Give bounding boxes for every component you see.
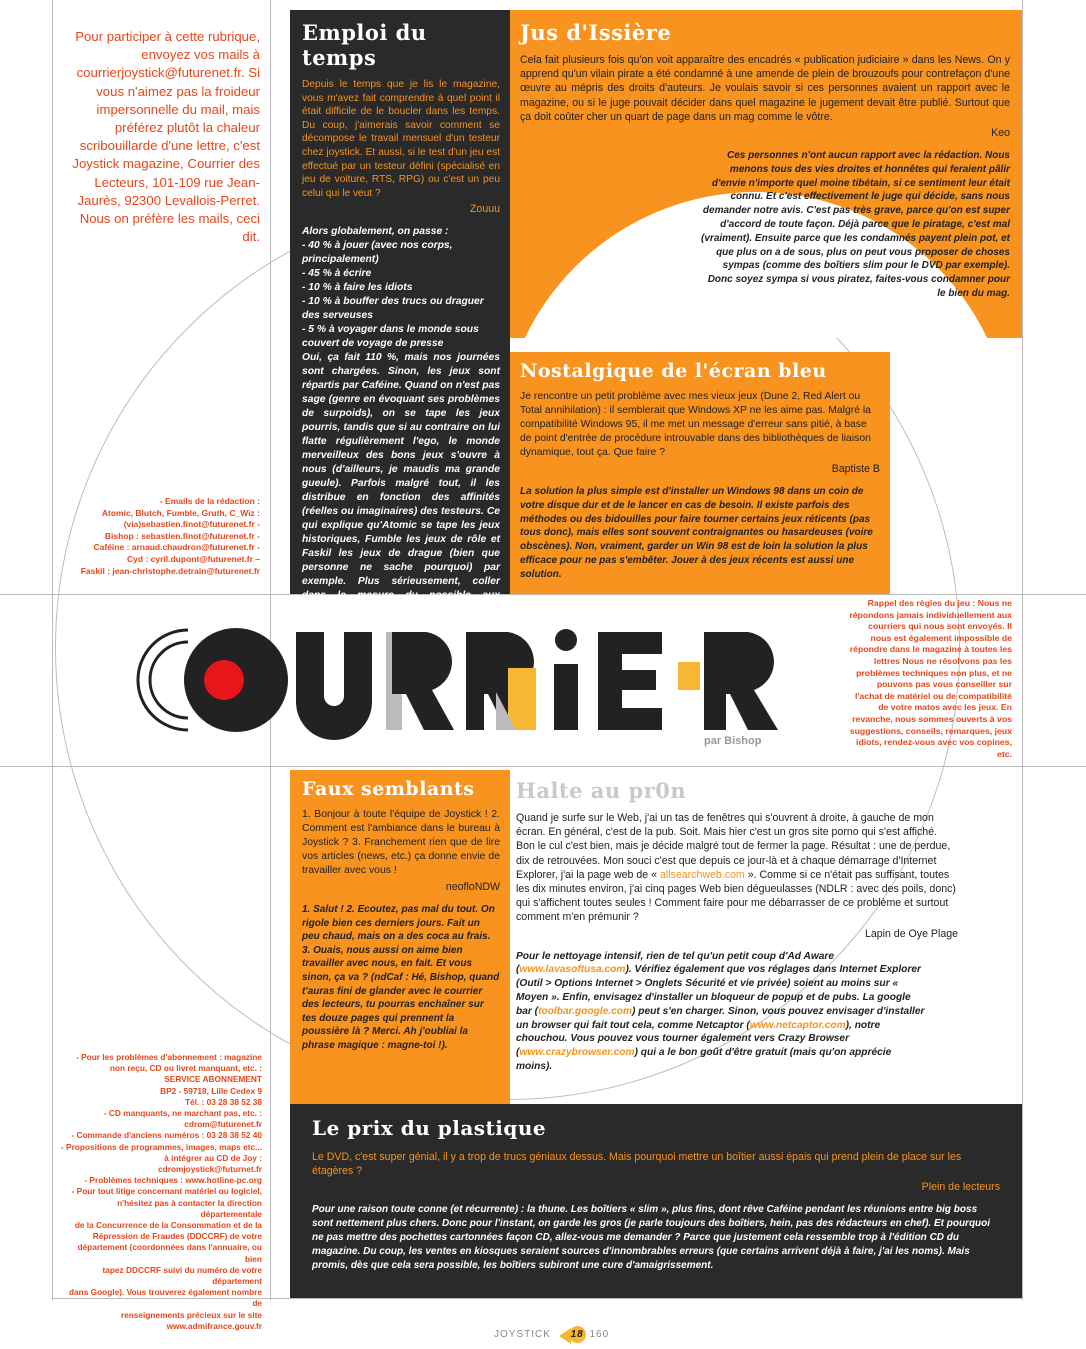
footer-issue: 160	[589, 1329, 610, 1341]
prix-question: Le DVD, c'est super génial, il y a trop de trucs géniaux dessus. Mais pourquoi mettre un boîtier aussi épais qui prend plein de place sur les étagères ?	[312, 1151, 962, 1178]
emails-line: Caféine : arnaud.chaudron@futurenet.fr -	[93, 542, 260, 553]
abonnement-line: de la Concurrence de la Consommation et de la	[74, 1220, 262, 1231]
lavasoft-link[interactable]: www.lavasoftusa.com	[519, 964, 626, 976]
emploi-section	[290, 10, 510, 630]
google-toolbar-link[interactable]: toolbar.google.com	[538, 1005, 633, 1017]
abonnement-line: - CD manquants, ne marchant pas, etc. :	[103, 1108, 262, 1119]
emails-line: (via)sebastien.finot@futurenet.fr -	[123, 519, 260, 530]
halte-answer	[516, 950, 956, 1074]
abonnement-line: - Commande d'anciens numéros : 03 28 38 52 40	[71, 1130, 262, 1141]
emails-line: Faskil : jean-christophe.detrain@futurenet.fr	[80, 565, 260, 576]
halte-answer-part: Pour le nettoyage intensif, rien de tel qu'un petit coup d'Ad Aware (	[516, 950, 835, 976]
footer-magazine: JOYSTICK	[494, 1329, 551, 1341]
emploi-list	[302, 239, 500, 351]
allsearchweb-link[interactable]: allsearchweb.com	[659, 868, 745, 881]
abonnement-line: dans Google). Vous trouverez également nombre de	[68, 1287, 262, 1309]
abonnement-line: SERVICE ABONNEMENT	[164, 1074, 262, 1085]
emploi-answer: Oui, ça fait 110 %, mais nos journées sont chargées. Sinon, les jeux sont répartis par Caféine. Quand on n'est pas sage (genre en évoquant ses problèmes de surpoids), on se tape les jeux pourris, tandis que si au contraire on lui flatte régulièrement l'ego, le monde merveilleux des bons jeux s'ouvre à nous (d'ailleurs, je maudis ma grande gueule). Parfois malgré tout, il les distribue en fonction des affinités (réelles ou imaginaires) des testeurs. Ce qui explique qu'Atomic se tape les jeux historiques, Fumble les jeux de rôle et Faskil les jeux de drague (bien que personne ne sache pourquoi) par exemple. Plus sérieusement, coller dans la mesure du possible aux préférences des testeurs permet d'avoir des tests bien plus pointus.	[302, 352, 500, 630]
prix-title: Le prix du plastique	[312, 1116, 547, 1140]
halte-question-a: Quand je surfe sur le Web, j'ai un tas de fenêtres qui s'ouvrent à droite, à gauche de mon écran. En général, c'est de la pub. Soit. Mais hier c'est un gros site porno qui s'est affiché. Bon le cul c'est bien, mais je décide malgré tout de fermer la page. Résultat : une de perdue, dix de retrouvées. Mon souci c'est que depuis ce jour-là et à chaque démarrage d'Internet Explorer, j'ai la page web de «	[516, 812, 951, 881]
netcaptor-link[interactable]: www.netcaptor.com	[749, 1019, 846, 1031]
prix-answer: Pour une raison toute conne (et récurrente) : la thune. Les boîtiers « slim », plus fins, dont rêve Caféine pendant les réunions entre big boss sont nettement plus chers. Donc pour l'instant, on garde les gros (je parle toujours des boîtiers, hein, pas des rédacteurs en chef). Et pourquoi ne pas mettre des pochettes cartonnées façon CD, allez-vous me demander ? Parce que justement cela ressemble trop à l'édition CD du magazine. Du coup, les ventes en kiosques seraient sources d'innombrables erreurs (que certains arrivent déjà à faire, j'ai les noms). Mais promis, dès que cela sera possible, les boîtiers subiront une cure d'amaigrissement.	[312, 1204, 991, 1272]
footer-page-number: 18	[569, 1326, 586, 1343]
abonnement-line: Tél. : 03 28 38 52 38	[184, 1096, 262, 1107]
emails-line: Bishop : sebastien.finot@futurenet.fr -	[104, 530, 260, 541]
halte-title: Halte au pr0n	[516, 778, 687, 803]
emails-title: - Emails de la rédaction :	[159, 496, 260, 506]
jus-question: Cela fait plusieurs fois qu'on voit apparaître des encadrés « publication judiciaire » dans les News. On y apprend qu'un vilain pirate a été condamné à une amende de plein de brouzoufs pour contrefaçon d'une œuvre au mépris des droits d'auteurs. Je voulais savoir si ces personnes avaient un rapport avec le magazine, ou si le juge pouvait décider dans quel magazine le jugement devait être publié. Surtout que ça doit coûter cher un quart de page dans un mag comme le vôtre.	[520, 54, 1010, 123]
abonnement-line: tapez DDCCRF suivi du numéro de votre département	[102, 1264, 262, 1287]
nostalgique-section	[510, 352, 890, 594]
footer-arrow-icon	[559, 1328, 571, 1344]
faux-signature: neofloNDW	[445, 881, 500, 893]
abonnement-line: à intégrer au CD de Joy : cdromjoystick@futurnet.fr	[158, 1152, 262, 1175]
halte-answer-part: ) peut s'en charger. Sinon, vous pouvez envisager d'installer un browser qui fait tout cela, comme Netcaptor (	[516, 1005, 925, 1031]
abonnement-line: cdrom@futurenet.fr	[184, 1119, 262, 1130]
list-item: - 5 % à voyager dans le monde sous couvert de voyage de presse	[302, 324, 479, 350]
courrier-logo-art	[88, 612, 808, 748]
nostalgique-question: Je rencontre un petit problème avec mes vieux jeux (Dune 2, Red Alert ou Total annihilation) : il semblerait que Windows XP ne les aime pas. Malgré la compatibilité Windows 95, il me met un message d'erreur sans pitié, à base de point d'entrée de procédure introuvable dans des bibliothèques de liaison dynamique, tout ça. Que faire ?	[520, 391, 871, 458]
halte-question-b: ». Comme si ce n'était pas suffisant, toutes les dix minutes environ, j'ai cinq pages Web bien dégueulasses (NDLR : avec des poils, donc) qui s'affichent toutes seules ! Comment faire pour me débarrasser de ce problème et surtout comment m'en prémunir ?	[516, 868, 956, 924]
rules-block: Rappel des règles du jeu : Nous ne répondons jamais individuellement aux courriers qui nous sont envoyés. Il nous est également impossible de répondre dans le magazine à toutes les lettres Nous ne résolvons pas les problèmes techniques non plus, et ne pouvons pas vous conseiller sur l'achat de matériel ou de compatibilité de votre matos avec les jeux. En revanche, nous sommes ouverts à vos suggestions, conseils, remarques, jeux idiots, rendez-vous avec vos copines, etc.	[849, 598, 1012, 759]
faux-answer: 1. Salut ! 2. Ecoutez, pas mal du tout. On rigole bien ces derniers jours. Fait un peu chaud, mais on a des coca au frais. 3. Ouais, nous aussi on aime bien travailler avec nous, en fait. Et vous sinon, ça va ? (ndCaf : Hé, Bishop, quand t'auras fini de glander avec le courrier des lecteurs, tu pourras enchaîner sur tes douze pages qui prennent la poussière là ? Merci. Ah j'oubliai la phrase magique : magne-toi !).	[302, 904, 500, 1051]
nostalgique-answer: La solution la plus simple est d'installer un Windows 98 dans un coin de votre disque dur et de le lancer en cas de besoin. Il existe parfois des méthodes ou des bidouilles pour faire tourner certains jeux réticents (pas tous donc), mais elles sont souvent contraignantes ou hasardeuses (voire obscènes). Non, vraiment, garder un Win 98 est de loin la solution la plus efficace pour ne pas s'embêter. Jouer à des jeux récents est aussi une solution.	[520, 486, 873, 580]
page-footer	[494, 1326, 654, 1344]
emploi-signature: Zouuu	[469, 203, 500, 216]
abonnement-line: n'hésitez pas à contacter la direction départementale	[117, 1197, 262, 1219]
abonnement-line: - Pour les problèmes d'abonnement : magazine	[76, 1052, 262, 1062]
abonnement-block	[60, 1052, 262, 1332]
crazybrowser-link[interactable]: www.crazybrowser.com	[519, 1047, 635, 1059]
list-item: - 40 % à jouer (avec nos corps, principalement)	[302, 240, 453, 266]
abonnement-line: département (coordonnées dans l'annuaire, ou bien	[77, 1242, 262, 1264]
emails-line: Cyd : cyril.dupont@futurenet.fr –	[127, 553, 260, 564]
courrier-byline: par Bishop	[704, 735, 762, 747]
jus-answer: Ces personnes n'ont aucun rapport avec la rédaction. Nous menons tous des vies droites et honnêtes qui feraient pâlir d'envie n'importe quel moine tibétain, si ce sentiment leur était connu. Et c'est effectivement le juge qui décide, sans nous demander notre avis. C'est pas très grave, parce qu'on est super d'accord de toute façon. Déjà parce que le piratage, c'est mal (vraiment). Ensuite parce que les condamnés payent plein pot, et que plus on a de sous, plus on peut vous proposer de choses sympas (comme des boîtiers slim pour le DVD par exemple). Donc soyez sympa si vous piratez, faites-vous condamner pour le bien du mag.	[701, 150, 1010, 299]
faux-question: 1. Bonjour à toute l'équipe de Joystick ! 2. Comment est l'ambiance dans le bureau à Joystick ? 3. Franchement rien que de lire vos articles (news, etc.) ça donne envie de travailler avec vous !	[302, 809, 500, 876]
emails-line: Atomic, Blutch, Fumble, Gruth, C_Wiz :	[101, 507, 260, 518]
halte-answer-part: ). Vérifiez également que vos réglages dans Internet Explorer (Outil > Options Internet > Onglets Sécurité et vie privée) soient au moins sur « Moyen ». Enfin, envisagez d'installer un bloqueur de popup et de pubs. La google bar (	[516, 964, 922, 1017]
abonnement-line: renseignements précieux sur le site	[120, 1309, 262, 1320]
list-item: - 10 % à faire les idiots	[302, 282, 413, 294]
courrier-logo	[88, 612, 808, 748]
sidebar-intro: Pour participer à cette rubrique, envoyez vos mails à courrierjoystick@futurenet.fr. Si vous n'aimez pas la froideur impersonnelle du mail, mais préférez plutôt la chaleur scribouillarde d'une lettre, c'est Joystick magazine, Courrier des Lecteurs, 101-109 rue Jean-Jaurès, 92300 Levallois-Perret. Nous on préfère les mails, ceci dit.	[72, 29, 260, 245]
prix-section	[290, 1104, 1022, 1298]
jus-title: Jus d'Issière	[520, 20, 672, 45]
nostalgique-signature: Baptiste B	[831, 463, 880, 475]
emploi-title: Emploi du temps	[302, 20, 427, 70]
prix-signature: Plein de lecteurs	[921, 1181, 1000, 1194]
jus-signature: Keo	[991, 127, 1010, 140]
halte-signature: Lapin de Oye Plage	[864, 927, 958, 940]
jus-section	[510, 10, 1022, 338]
emails-block	[60, 496, 260, 577]
guide-line-right	[1022, 0, 1023, 1300]
nostalgique-title: Nostalgique de l'écran bleu	[520, 360, 827, 382]
abonnement-line: non reçu, CD ou livret manquant, etc. :	[109, 1063, 262, 1074]
abonnement-line: - Propositions de programmes, images, maps etc...	[60, 1141, 262, 1152]
faux-title: Faux semblants	[302, 778, 475, 800]
halte-section	[516, 778, 956, 1074]
emploi-answer-intro: Alors globalement, on passe :	[302, 226, 449, 238]
abonnement-line: www.admifrance.gouv.fr	[166, 1320, 262, 1331]
halte-answer-part: ) qui a le bon goût d'être gratuit (mais qu'on apprécie moins).	[516, 1047, 892, 1072]
halte-answer-part: ), notre chouchou. Vous pouvez vous tourner également vers Crazy Browser (	[516, 1019, 881, 1059]
list-item: - 10 % à bouffer des trucs ou draguer des serveuses	[302, 296, 484, 322]
abonnement-line: BP2 - 59718, Lille Cedex 9	[160, 1085, 262, 1096]
guide-line-left	[52, 0, 53, 1300]
list-item: - 45 % à écrire	[302, 268, 372, 280]
emploi-question: Depuis le temps que je lis le magazine, vous m'avez fait comprendre à quel point il était difficile de le boucler dans les temps. Du coup, j'aimerais savoir comment se décompose le travail mensuel d'un testeur chez joystick. Et aussi, si le test d'un jeu est effectué par un testeur défini (spécialisé en jeu de voiture, RTS, RPG) ou c'est un peu celui qui le veut ?	[302, 79, 500, 199]
faux-section	[290, 770, 510, 1104]
halte-question	[516, 811, 956, 925]
abonnement-line: - Pour tout litige concernant matériel ou logiciel,	[71, 1186, 262, 1197]
abonnement-line: Répression de Fraudes (DDCCRF) de votre	[92, 1231, 262, 1242]
abonnement-line: - Problèmes techniques : www.hotline-pc.org	[84, 1175, 262, 1186]
